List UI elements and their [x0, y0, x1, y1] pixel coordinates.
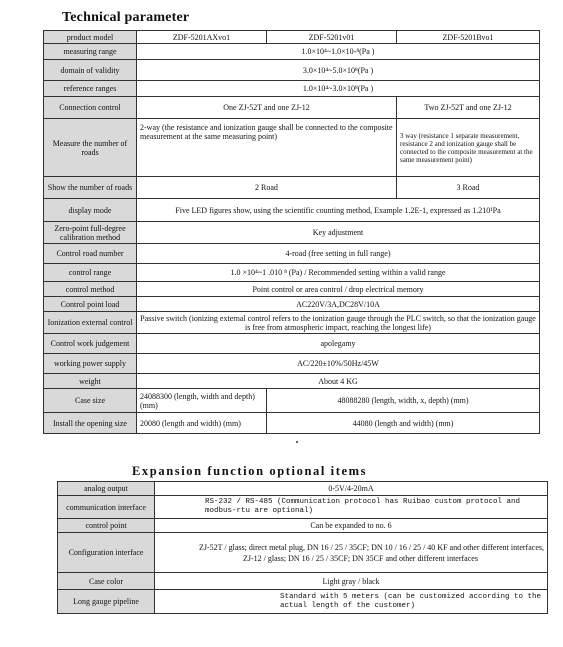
- row-value: 20080 (length and width) (mm): [137, 413, 267, 434]
- row-label: Measure the number of roads: [44, 119, 137, 177]
- table-row: [44, 177, 540, 199]
- row-value: AC/220±10%/50Hz/45W: [137, 354, 540, 374]
- row-label: Connection control: [44, 97, 137, 119]
- table-row: [44, 244, 540, 264]
- row-label: Show the number of roads: [44, 177, 137, 199]
- model-cell: ZDF-5201Bvo1: [397, 31, 540, 44]
- row-label: Control road number: [44, 244, 137, 264]
- row-value: 3 way (resistance 1 separate measurement, resistance 2 and ionization gauge shall be connected to the composite measurement at the same measurement point): [397, 119, 540, 177]
- row-value: Two ZJ-52T and one ZJ-12: [397, 97, 540, 119]
- table-row: [44, 119, 540, 177]
- row-label: control point: [58, 519, 155, 533]
- row-value: Standard with 5 meters (can be customized according to the actual length of the customer): [155, 590, 548, 614]
- expansion-table: [57, 481, 548, 614]
- table-row: [44, 297, 540, 312]
- row-value: Point control or area control / drop electrical memory: [137, 282, 540, 297]
- row-value: Can be expanded to no. 6: [155, 519, 548, 533]
- row-value: About 4 KG: [137, 374, 540, 389]
- table-row: [44, 312, 540, 334]
- row-value: [155, 533, 548, 573]
- table-row: [44, 374, 540, 389]
- row-label: product model: [44, 31, 137, 44]
- row-value: One ZJ-52T and one ZJ-12: [137, 97, 397, 119]
- row-value: RS-232 / RS-485 (Communication protocol has Ruibao custom protocol and modbus-rtu are optional): [155, 496, 548, 519]
- table-row: [44, 44, 540, 60]
- row-label: analog output: [58, 482, 155, 496]
- row-label: Control point load: [44, 297, 137, 312]
- table-row: [44, 389, 540, 413]
- stray-dot: [296, 441, 298, 443]
- table-row: [58, 573, 548, 590]
- row-value: apolegamy: [137, 334, 540, 354]
- row-value: 3.0×10⁴~5.0×10⁸(Pa ): [137, 60, 540, 81]
- row-label: Zero-point full-degree calibration method: [44, 222, 137, 244]
- row-label: reference ranges: [44, 81, 137, 97]
- row-value: 1.0 ×10⁴~1 .010 ⁸ (Pa) / Recommended setting within a valid range: [137, 264, 540, 282]
- row-value: 48088280 (length, width, x, depth) (mm): [267, 389, 540, 413]
- table-row: [44, 413, 540, 434]
- table-row: [44, 334, 540, 354]
- model-cell: ZDF-5201AXvo1: [137, 31, 267, 44]
- row-label: communication interface: [58, 496, 155, 519]
- config-line-2: ZJ-12 / glass; DN 16 / 25 / 35CF; DN 35CF and other different interfaces: [243, 553, 478, 563]
- table-row: [44, 282, 540, 297]
- table-row: [44, 199, 540, 222]
- row-value: 2-way (the resistance and ionization gauge shall be connected to the composite measurement at the same measuring point): [137, 119, 397, 177]
- row-value: Light gray / black: [155, 573, 548, 590]
- table-row: [58, 533, 548, 573]
- row-value: 3 Road: [397, 177, 540, 199]
- row-label: Ionization external control: [44, 312, 137, 334]
- table-row: [44, 354, 540, 374]
- row-label: weight: [44, 374, 137, 389]
- model-cell: ZDF-5201v01: [267, 31, 397, 44]
- row-label: control range: [44, 264, 137, 282]
- row-value: 4-road (free setting in full range): [137, 244, 540, 264]
- row-value: 1.0×10⁴~1.0×10-⁸(Pa ): [137, 44, 540, 60]
- row-label: Control work judgement: [44, 334, 137, 354]
- expansion-title: Expansion function optional items: [132, 464, 368, 478]
- row-label: Case size: [44, 389, 137, 413]
- table-row: [44, 31, 540, 44]
- row-label: display mode: [44, 199, 137, 222]
- page-title: Technical parameter: [62, 10, 190, 25]
- table-row: [44, 81, 540, 97]
- row-label: domain of validity: [44, 60, 137, 81]
- row-value: Five LED figures show, using the scientific counting method, Example 1.2E-1, expressed as 1.210¹Pa: [137, 199, 540, 222]
- row-value: Passive switch (ionizing external control refers to the ionization gauge through the PLC switch, so that the ionization gauge is free from atmospheric impact, reaching the longest life): [137, 312, 540, 334]
- table-row: [44, 60, 540, 81]
- row-value: AC220V/3A,DC28V/10A: [137, 297, 540, 312]
- config-line-1: ZJ-52T / glass; direct metal plug, DN 16 / 25 / 35CF; DN 10 / 16 / 25 / 40 KF and other different interfaces,: [199, 542, 544, 552]
- row-label: Install the opening size: [44, 413, 137, 434]
- row-label: Case color: [58, 573, 155, 590]
- table-row: [58, 519, 548, 533]
- row-label: control method: [44, 282, 137, 297]
- row-value: 0-5V/4-20mA: [155, 482, 548, 496]
- row-label: measuring range: [44, 44, 137, 60]
- table-row: [44, 222, 540, 244]
- row-value: 2 Road: [137, 177, 397, 199]
- spec-table: [43, 30, 540, 434]
- row-value: Key adjustment: [137, 222, 540, 244]
- row-value: 24088300 (length, width and depth) (mm): [137, 389, 267, 413]
- table-row: [44, 97, 540, 119]
- row-label: Long gauge pipeline: [58, 590, 155, 614]
- table-row: [44, 264, 540, 282]
- row-label: working power supply: [44, 354, 137, 374]
- row-value: 1.0×10⁴~3.0×10⁸(Pa ): [137, 81, 540, 97]
- table-row: [58, 482, 548, 496]
- table-row: [58, 496, 548, 519]
- row-value: 44080 (length and width) (mm): [267, 413, 540, 434]
- table-row: [58, 590, 548, 614]
- row-label: Configuration interface: [58, 533, 155, 573]
